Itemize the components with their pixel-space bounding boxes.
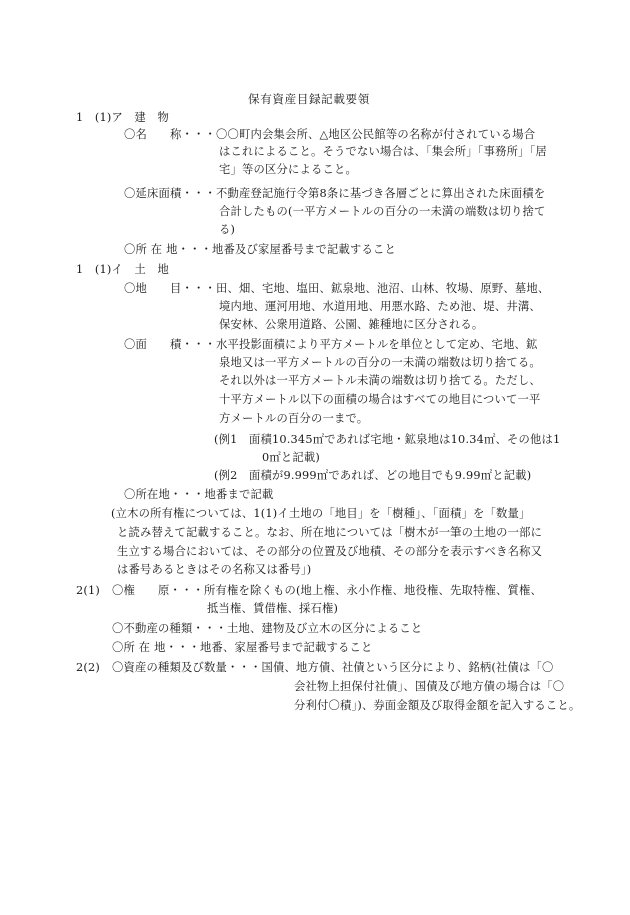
item-land-category-line: 〇地 目・・・田、畑、宅地、塩田、鉱泉地、池沼、山林、牧場、原野、墓地、 [124,282,550,295]
continuation-line: 抵当権、賃借権、採石権) [207,602,339,615]
item-floor-area-line: 〇延床面積・・・不動産登記施行令第8条に基づき各層ごとに算出された床面積を [124,187,546,200]
note-line: (立木の所有権については、1(1)イ土地の「地目」を「樹種」、「面積」を「数量」 [111,507,531,520]
document-title: 保有資産目録記載要領 [248,92,370,106]
continuation-line: それ以外は一平方メートル未満の端数は切り捨てる。ただし、 [219,374,541,387]
item-location-line: 〇所 在 地・・・地番、家屋番号まで記載すること [112,641,373,654]
section-heading: 1 (1)イ 土 地 [76,263,169,276]
section-number: 2(2) [76,661,100,674]
note-line: と読み替えて記載すること。なお、所在地については「樹木が一筆の土地の一部に [117,526,543,539]
continuation-line: 0㎡と記載) [262,451,320,464]
note-line: は番号あるときはその名称又は番号」) [117,563,312,576]
item-location-line: 〇所在地・・・地番まで記載 [124,488,274,501]
item-name-line: 〇名 称・・・〇〇町内会集会所、△地区公民館等の名称が付されている場合 [124,128,536,141]
item-title-line: 〇権 原・・・所有権を除くもの(地上権、永小作権、地役権、先取特権、質権、 [112,584,542,597]
continuation-line: はこれによること。そうでない場合は、「集会所」「事務所」「居 [219,145,547,158]
continuation-line: 分利付〇積」)、券面金額及び取得金額を記入すること。 [294,699,581,712]
section-number: 2(1) [76,584,100,597]
item-asset-type-line: 〇資産の種類及び数量・・・国債、地方債、社債という区分により、銘柄(社債は「〇 [112,661,554,674]
continuation-line: 方メートルの百分の一まで。 [219,412,369,425]
continuation-line: 合計したもの(一平方メートルの百分の一未満の端数は切り捨て [219,205,546,218]
continuation-line: 境内地、運河用地、水道用地、用悪水路、ため池、堤、井溝、 [219,300,541,313]
continuation-line: 会社物上担保付社債」、国債及び地方債の場合は「〇 [294,680,565,693]
continuation-line: 保安林、公衆用道路、公園、雑種地に区分される。 [219,318,484,331]
item-location-line: 〇所 在 地・・・地番及び家屋番号まで記載すること [124,243,397,256]
continuation-line: 十平方メートル以下の面積の場合はすべての地目について一平 [219,393,541,406]
item-property-type-line: 〇不動産の種類・・・土地、建物及び立木の区分によること [112,622,423,635]
continuation-line: る) [219,223,236,236]
continuation-line: 泉地又は一平方メートルの百分の一未満の端数は切り捨てる。 [219,356,541,369]
note-line: 生立する場合においては、その部分の位置及び地積、その部分を表示すべき名称又 [117,545,543,558]
section-heading: 1 (1)ア 建 物 [76,111,169,124]
continuation-line: 宅」等の区分によること。 [219,163,357,176]
example-line: (例1 面積10.345㎡であれば宅地・鉱泉地は10.34㎡、その他は1 [214,433,561,446]
example-line: (例2 面積が9.999㎡であれば、どの地目でも9.99㎡と記載) [214,469,532,482]
item-area-line: 〇面 積・・・水平投影面積により平方メートルを単位として定め、宅地、鉱 [124,338,538,351]
